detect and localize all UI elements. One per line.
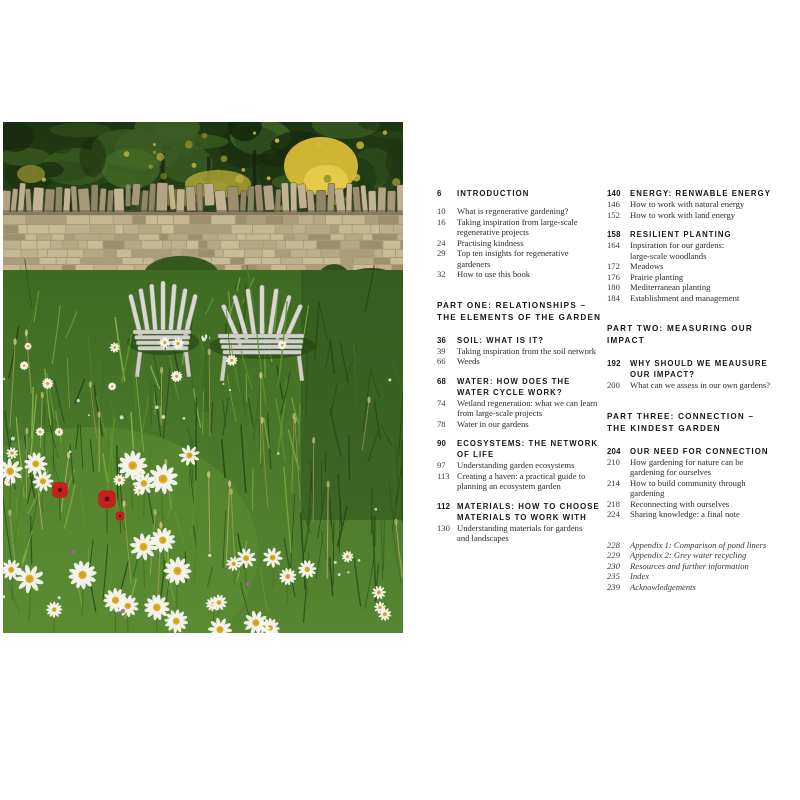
toc-page-number: 176 [607,271,620,282]
toc-chapter-heading [607,229,799,240]
toc-entry [607,457,799,478]
toc-chapter-heading [437,376,615,398]
toc-page-number: 146 [607,199,620,209]
toc-text: Appendix 2: Grey water recycling [630,550,747,560]
toc-text: ENERGY: RENWABLE ENERGY [630,189,771,198]
toc-chapter-heading [437,438,615,460]
toc-entry [607,499,799,510]
toc-page-number: 90 [437,439,447,448]
toc-page-number: 112 [437,501,451,511]
toc-page-number: 224 [607,509,620,519]
toc-appendix-entry [607,550,799,561]
toc-chapter-heading [437,501,615,523]
toc-page-number: 68 [437,376,447,386]
toc-page-number: 204 [607,446,621,456]
toc-page-number: 192 [607,359,621,368]
toc-text: How to work with land energy [630,209,736,220]
toc-text: OUR NEED FOR CONNECTION [630,446,769,456]
toc-entry [437,217,615,238]
toc-part-heading [607,411,799,435]
toc-entry [437,471,615,492]
toc-part-heading [437,300,615,324]
toc-entry [437,269,615,280]
toc-chapter-heading [607,358,799,380]
poppy-flower [52,482,68,498]
toc-appendix-entry [607,582,799,593]
toc-text: PART THREE: CONNECTION – THE KINDEST GARDEN [607,411,755,433]
toc-chapter-heading [437,188,615,199]
toc-page-number: 152 [607,209,620,220]
toc-chapter-heading [437,335,615,346]
toc-entry [437,248,615,269]
toc-page-number: 29 [437,248,446,258]
toc-page-number: 239 [607,581,620,592]
toc-entry [607,240,799,261]
toc-page-number: 6 [437,189,442,198]
toc-text: What can we assess in our own gardens? [630,380,771,390]
toc-text: Top ten insights for regenerative gardeners [457,248,569,269]
toc-page-number: 158 [607,230,621,239]
toc-page-number: 172 [607,261,620,271]
toc-text: How to work with natural energy [630,199,745,209]
toc-text: Establishment and management [630,292,740,303]
toc-text: Prairie planting [630,271,684,282]
toc-entry [607,509,799,520]
toc-entry [437,419,615,430]
toc-text: Resources and further information [630,560,749,571]
toc-entry [607,282,799,293]
toc-page-number: 235 [607,571,620,581]
toc-text: Taking inspiration from the soil network [457,345,597,356]
toc-entry [437,206,615,217]
toc-page-number: 228 [607,539,620,550]
toc-entry [607,210,799,221]
toc-entry [437,356,615,367]
toc-text: PART TWO: MEASURING OUR IMPACT [607,324,753,345]
toc-text: What is regenerative gardening? [457,206,569,216]
toc-page-number: 16 [437,216,446,227]
toc-page-number: 200 [607,380,620,390]
toc-text: INTRODUCTION [457,189,530,198]
toc-page-number: 66 [437,356,446,366]
toc-appendix-entry [607,561,799,572]
toc-entry [607,380,799,391]
garden-photo-illustration [3,122,403,633]
toc-text: ECOSYSTEMS: THE NETWORK OF LIFE [457,439,599,459]
toc-text: Understanding materials for gardens and landscapes [457,522,583,543]
toc-page-number: 218 [607,498,620,509]
toc-page-number: 164 [607,240,620,250]
poppy-flower [98,490,116,508]
toc-text: SOIL: WHAT IS IT? [457,335,545,345]
toc-page-number: 130 [437,522,450,533]
toc-page-number: 74 [437,397,446,408]
toc-page-number: 230 [607,560,620,571]
toc-entry [607,199,799,210]
toc-page-number: 214 [607,477,620,488]
toc-text: Reconnecting with ourselves [630,498,730,509]
toc-appendix-entry [607,540,799,551]
toc-page-number: 24 [437,237,446,248]
toc-part-heading [607,323,799,347]
toc-entry [437,523,615,544]
meadow [3,259,403,633]
toc-text: Water in our gardens [457,418,529,429]
toc-entry [437,346,615,357]
toc-column-right [607,188,799,592]
toc-entry [437,238,615,249]
toc-text: Practising kindness [457,237,524,248]
toc-page-number: 32 [437,269,446,279]
toc-text: WATER: HOW DOES THE WATER CYCLE WORK? [457,376,571,397]
toc-page-number: 39 [437,345,446,356]
toc-page-number: 113 [437,470,450,481]
toc-text: How to use this book [457,269,531,279]
toc-page-number: 140 [607,189,621,198]
toc-text: Weeds [457,356,480,366]
toc-text: Understanding garden ecosystems [457,460,575,470]
toc-chapter-heading [607,446,799,457]
toc-appendix-entry [607,571,799,582]
toc-entry [607,261,799,272]
toc-page-number: 180 [607,282,620,292]
toc-text: Inpsiration for our gardens: large-scale woodlands [630,240,725,261]
toc-entry [607,293,799,304]
toc-page-number: 184 [607,292,620,303]
toc-text: Taking inspiration from large-scale regenerative projects [457,216,578,237]
toc-text: Sharing knowledge: a final note [630,509,740,519]
poppy-flower [116,512,125,521]
toc-column-left [437,188,615,544]
toc-entry [607,478,799,499]
toc-text: How to build community through gardening [630,477,746,498]
toc-page-number: 78 [437,418,446,429]
toc-text: Creating a haven: a practical guide to planning an ecosystem garden [457,470,586,491]
toc-text: Appendix 1: Comparison of pond liners [630,539,767,550]
toc-entry [607,272,799,283]
toc-chapter-heading [607,188,799,199]
toc-entry [437,460,615,471]
toc-page-number: 97 [437,460,446,470]
toc-text: WHY SHOULD WE MEAUSURE OUR IMPACT? [630,359,768,379]
toc-text: PART ONE: RELATIONSHIPS – THE ELEMENTS OF THE GARDEN [437,300,602,322]
toc-entry [437,398,615,419]
toc-text: MATERIALS: HOW TO CHOOSE MATERIALS TO WORK WITH [457,501,600,522]
toc-text: Mediterranean planting [630,282,711,292]
toc-text: How gardening for nature can be gardening for ourselves [630,456,744,477]
toc-text: Index [630,571,650,581]
garden-photo [3,122,403,633]
toc-text: Meadows [630,261,664,271]
toc-page-number: 36 [437,335,447,345]
toc-text: Wetland regeneration: what we can learn from large-scale projects [457,397,598,418]
toc-page-number: 10 [437,206,446,216]
toc-text: Acknowledgements [630,581,696,592]
toc-text: RESILIENT PLANTING [630,230,732,239]
toc-page-number: 210 [607,456,620,467]
toc-page-number: 229 [607,550,620,560]
